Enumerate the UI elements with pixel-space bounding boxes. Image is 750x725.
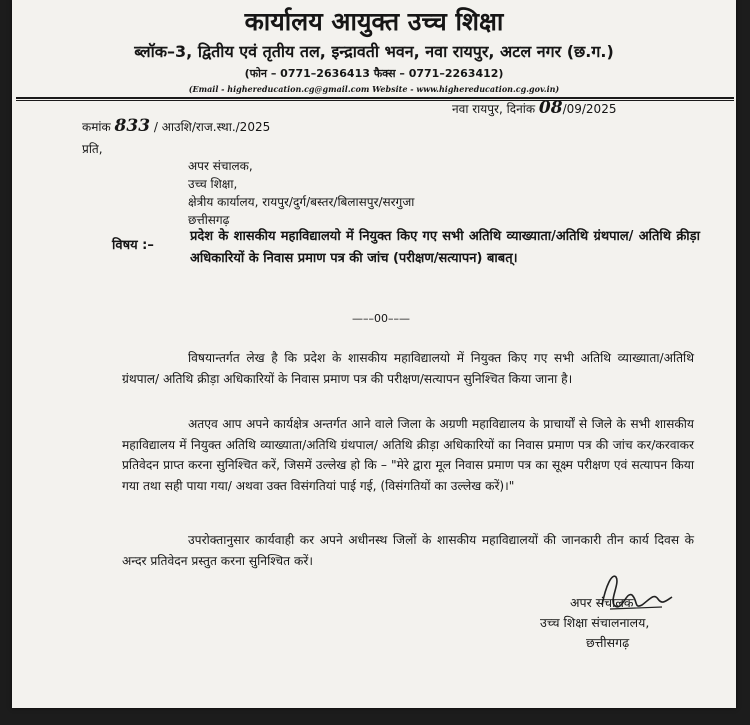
header-rule-bottom	[16, 100, 734, 101]
reference-suffix: / आउशि/राज.स्था./2025	[153, 120, 271, 134]
subject-text: प्रदेश के शासकीय महाविद्यालयो में नियुक्त किए गए सभी अतिथि व्याख्याता/अतिथि ग्रंथपाल/ अतिथि क्रीड़ा अधिकारियों के निवास प्रमाण पत्र की जांच (परीक्षण/सत्यापन) बाबत्।	[190, 229, 700, 266]
office-title: कार्यालय आयुक्त उच्च शिक्षा	[244, 7, 504, 36]
office-email: (Email - highereducation.cg@gmail.com Website - www.highereducation.cg.gov.in)	[188, 84, 560, 94]
recipient-line: क्षेत्रीय कार्यालय, रायपुर/दुर्ग/बस्तर/बिलासपुर/सरगुजा	[188, 195, 415, 209]
prati-label: प्रति,	[82, 142, 103, 156]
letter-page	[12, 0, 736, 708]
reference-number-value: 833	[114, 116, 151, 136]
date-prefix: नवा रायपुर, दिनांक	[452, 102, 536, 116]
reference-number	[82, 116, 270, 136]
body-paragraph-3: उपरोक्तानुसार कार्यवाही कर अपने अधीनस्थ जिलों के शासकीय महाविद्यालयों की जानकारी तीन कार्य दिवस के अन्दर प्रतिवेदन प्रस्तुत करना सुनिश्चित करें।	[122, 533, 694, 568]
section-divider: —––00––—	[352, 312, 410, 325]
body-paragraph-2: अतएव आप अपने कार्यक्षेत्र अन्तर्गत आने वाले जिला के अग्रणी महाविद्यालय के प्राचार्यों से जिले के सभी शासकीय महाविद्यालय में नियुक्त अतिथि व्याख्याता/अतिथि ग्रंथपाल/ अतिथि क्रीड़ा अधिकारियों का निवास प्रमाण पत्र की जांच कर/करवाकर प्रतिवेदन प्राप्त करना सुनिश्चित करें, जिसमें उल्लेख हो कि – "मेरे द्वारा मूल निवास प्रमाण पत्र का सूक्ष्म परीक्षण एवं सत्यापन किया गया तथा सही पाया गया/ अथवा उक्त विसंगतियां पाई गई, (विसंगतियों का उल्लेख करें)।"	[122, 417, 694, 493]
signature-designation: अपर संचालक	[570, 595, 634, 610]
office-phone: (फोन – 0771–2636413 फैक्स – 0771–2263412)	[244, 67, 504, 80]
header-rule-top	[16, 97, 734, 99]
subject-label: विषय :–	[112, 238, 154, 253]
recipient-line: उच्च शिक्षा,	[188, 177, 238, 191]
body-paragraph-1: विषयान्तर्गत लेख है कि प्रदेश के शासकीय महाविद्यालयो में नियुक्त किए गए सभी अतिथि व्याख्याता/अतिथि ग्रंथपाल/ अतिथि क्रीड़ा अधिकारियों के निवास प्रमाण पत्र की परीक्षण/सत्यापन सुनिश्चित किया जाना है।	[122, 351, 694, 386]
letter-date	[452, 98, 616, 118]
signature-state: छत्तीसगढ़	[586, 635, 630, 650]
recipient-line: अपर संचालक,	[188, 159, 253, 173]
reference-prefix: कमांक	[82, 120, 111, 134]
date-day: 08	[538, 98, 563, 118]
signature-department: उच्च शिक्षा संचालनालय,	[540, 615, 650, 630]
date-rest: /09/2025	[562, 102, 617, 116]
office-address: ब्लॉक–3, द्वितीय एवं तृतीय तल, इन्द्रावती भवन, नवा रायपुर, अटल नगर (छ.ग.)	[134, 42, 614, 61]
recipient-line: छत्तीसगढ़	[188, 213, 230, 227]
